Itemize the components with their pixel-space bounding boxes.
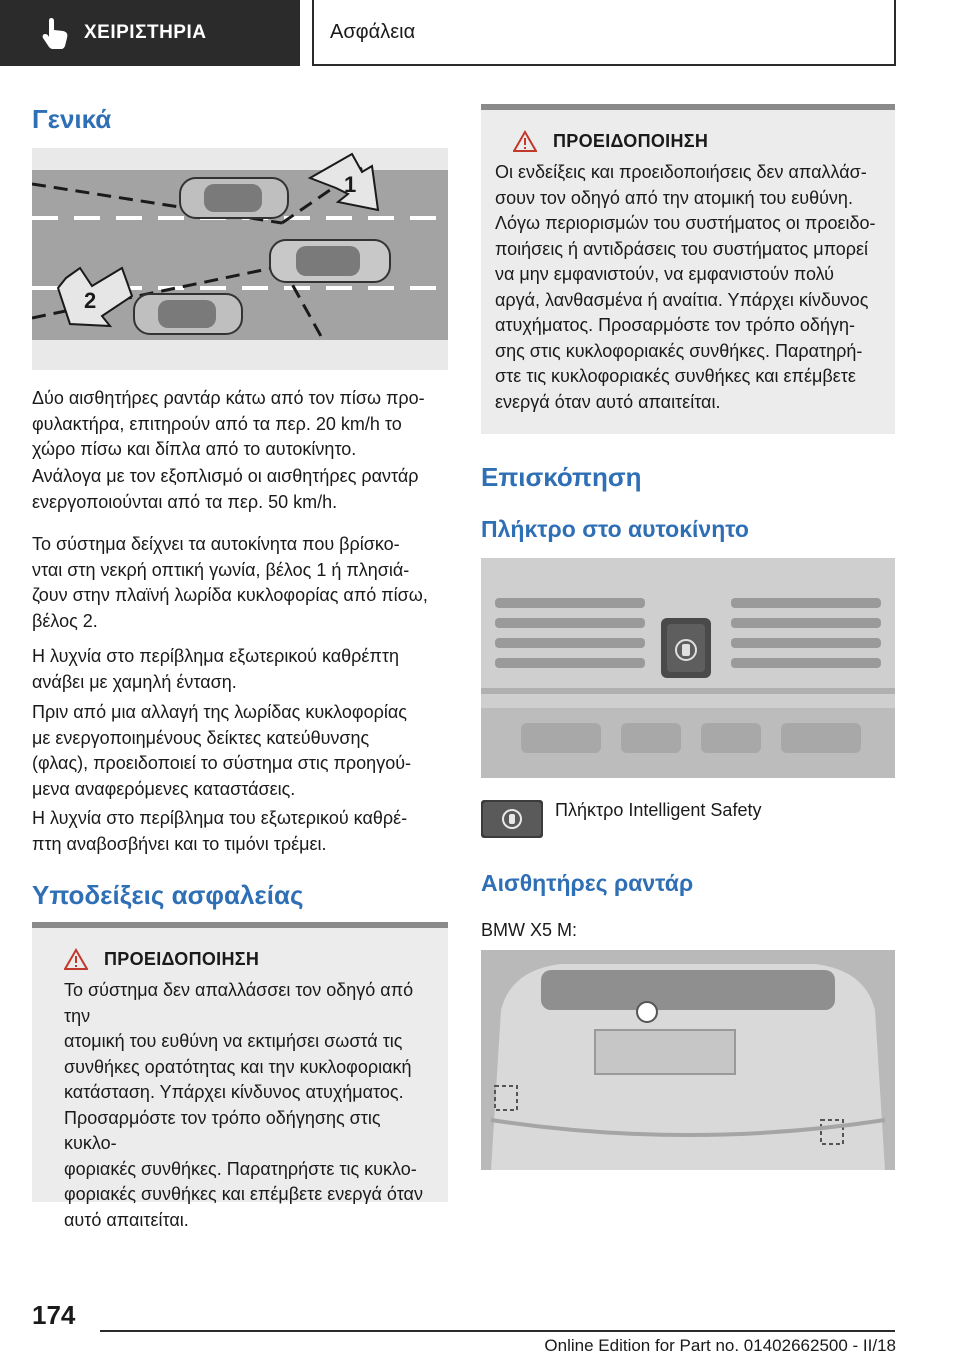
- chapter-title: ΧΕΙΡΙΣΤΗΡΙΑ: [84, 22, 207, 43]
- svg-text:2: 2: [84, 288, 97, 313]
- page-number: 174: [32, 1300, 76, 1330]
- figure-console-button: [481, 558, 895, 778]
- button-thumbnail: [481, 800, 543, 838]
- svg-text:1: 1: [344, 172, 357, 197]
- warning-title: ΠΡΟΕΙΔΟΠΟΙΗΣΗ: [553, 130, 709, 151]
- heading-radar: Αισθητήρες ραντάρ: [481, 870, 694, 896]
- figure-car-rear: [481, 950, 895, 1170]
- hand-pointer-icon: [36, 13, 76, 53]
- paragraph-activation: Ανάλογα με τον εξοπλισμό οι αισθητήρες ραντάρ ενεργοποιούνται από τα περ. 50 km/h.: [32, 466, 419, 512]
- paragraph-display: Το σύστημα δείχνει τα αυτοκίνητα που βρίσκο- νται στη νεκρή οπτική γωνία, βέλος 1 ή πλησιά- ζουν στην πλαϊνή λωρίδα κυκλοφορίας από πίσω, βέλος 2.: [32, 534, 428, 631]
- chapter-tab[interactable]: [0, 0, 300, 66]
- footer-divider: [100, 1330, 895, 1332]
- intelligent-safety-button-icon: [661, 618, 711, 678]
- warning-box-right: [481, 104, 895, 434]
- section-title: Ασφάλεια: [330, 20, 416, 43]
- warning-triangle-icon: [513, 130, 537, 152]
- figure-blind-spot: [32, 148, 448, 370]
- paragraph-sensors: Δύο αισθητήρες ραντάρ κάτω από τον πίσω προ- φυλακτήρα, επιτηρούν από τα περ. 20 km/h το χώρο πίσω και δίπλα από το αυτοκίνητο.: [32, 388, 425, 459]
- warning-title: ΠΡΟΕΙΔΟΠΟΙΗΣΗ: [104, 948, 260, 969]
- car-blind-spot: [180, 178, 288, 218]
- paragraph-lane-change: Πριν από μια αλλαγή της λωρίδας κυκλοφορίας με ενεργοποιημένους δείκτες κατεύθυνσης (φλας), προειδοποιεί το σύστημα στις προηγού- μενα αναφερόμενες καταστάσεις.: [32, 702, 412, 799]
- warning-body: Το σύστημα δεν απαλλάσσει τον οδηγό από την ατομική του ευθύνη να εκτιμήσει σωστά τις συνθήκες ορατότητας και την κυκλοφοριακή κατάσταση. Υπάρχει κίνδυνος ατυχήματος. Προσαρμόστε τον τρόπο οδήγησης στις κυκλο- φοριακές συνθήκες. Παρατηρήστε τις κυκλο- φοριακές συνθήκες και επέμβετε ενεργά όταν αυτό απαιτείται.: [64, 980, 423, 1230]
- heading-overview: Επισκόπηση: [481, 462, 642, 492]
- warning-body: Οι ενδείξεις και προειδοποιήσεις δεν απαλλάσ- σουν τον οδηγό από την ατομική του ευθύνη. Λόγω περιορισμών του συστήματος οι προειδο- ποιήσεις ή αντιδράσεις του συστήματος μπορεί να μην εμφανιστούν, να εμφανιστούν πολύ αργά, λανθασμένα ή αναίτια. Υπάρχει κίνδυνος ατυχήματος. Προσαρμόστε τον τρόπο οδήγη- σης στις κυκλοφοριακές συνθήκες. Παρατηρή- στε τις κυκλοφοριακές συνθήκες και επέμβετε ενεργά όταν αυτό απαιτείται.: [495, 162, 876, 412]
- car-approaching: [134, 294, 242, 334]
- model-label: BMW X5 M:: [481, 920, 578, 940]
- bmw-logo-icon: [637, 1002, 657, 1022]
- edition-label: Online Edition for Part no. 01402662500 - II/18: [544, 1336, 896, 1355]
- section-tab[interactable]: [312, 0, 896, 66]
- warning-triangle-icon: [64, 948, 88, 970]
- paragraph-lamp-flash: Η λυχνία στο περίβλημα του εξωτερικού καθρέ- πτη αναβοσβήνει και το τιμόνι τρέμει.: [32, 808, 408, 854]
- paragraph-lamp-low: Η λυχνία στο περίβλημα εξωτερικού καθρέπτη ανάβει με χαμηλή ένταση.: [32, 646, 399, 692]
- button-caption: Πλήκτρο Intelligent Safety: [555, 800, 762, 820]
- warning-box-left: [32, 922, 448, 1230]
- heading-button: Πλήκτρο στο αυτοκίνητο: [481, 516, 749, 542]
- heading-general: Γενικά: [32, 104, 112, 134]
- heading-safety: Υποδείξεις ασφαλείας: [32, 880, 304, 910]
- car-ego: [270, 240, 390, 282]
